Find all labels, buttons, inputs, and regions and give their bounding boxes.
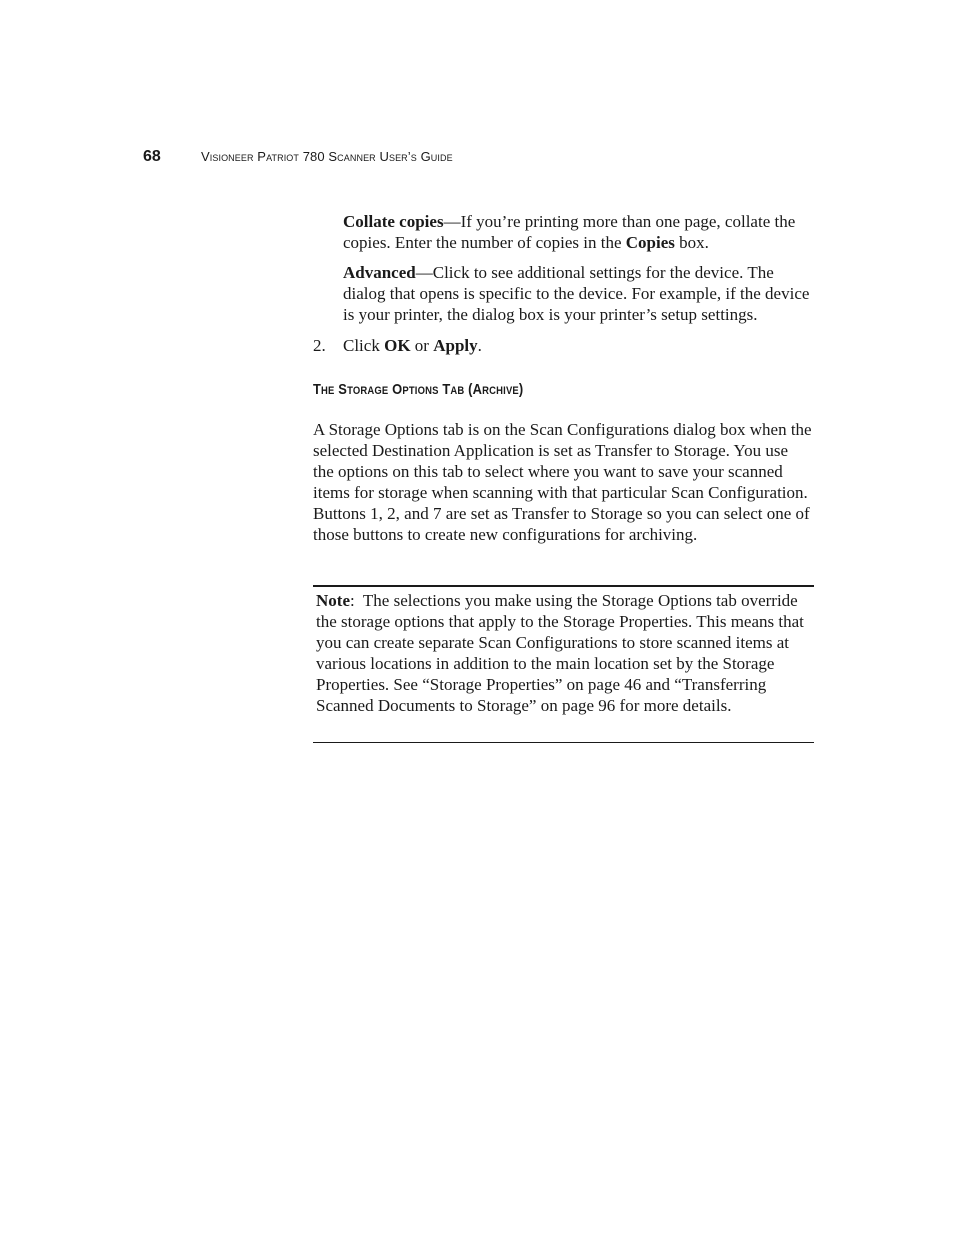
collate-copies-text: —If you’re printing more than one page, collate the copies. Enter the number of copies in the	[343, 212, 796, 252]
ok-term: OK	[384, 336, 411, 355]
step-period: .	[477, 336, 482, 355]
page-number: 68	[143, 148, 161, 165]
note-box	[313, 585, 814, 743]
note-text-block	[316, 590, 806, 716]
step-click-text: Click	[343, 336, 385, 355]
section-body: A Storage Options tab is on the Scan Configurations dialog box when the selected Destination Application is set as Transfer to Storage. You use the options on this tab to select where you want to save your scanned items for storage when scanning with that particular Scan Configuration. Buttons 1, 2, and 7 are set as Transfer to Storage so you can select one of those buttons to create new configurations for archiving.	[313, 420, 812, 544]
section-heading: The Storage Options Tab (Archive)	[313, 381, 524, 398]
note-colon: :	[349, 591, 363, 610]
running-header	[143, 146, 453, 168]
advanced-paragraph	[343, 262, 813, 325]
note-text: The selections you make using the Storage Options tab override the storage options that apply to the Storage Properties. This means that you can create separate Scan Configurations to store scanned items at various locations in addition to the main location set by the Storage Properties. See “Storage Properties” on page 46 and “Transferring Scanned Documents to Storage” on page 96 for more details.	[316, 591, 804, 715]
collate-copies-paragraph	[343, 211, 813, 253]
apply-term: Apply	[433, 336, 478, 355]
book-title: Visioneer Patriot 780 Scanner User’s Guide	[201, 149, 453, 164]
copies-term: Copies	[625, 233, 675, 252]
collate-copies-text-end: box.	[674, 233, 709, 252]
advanced-term: Advanced	[343, 263, 416, 282]
step-or-text: or	[410, 336, 434, 355]
step-2	[313, 335, 813, 356]
step-number: 2.	[313, 336, 326, 355]
collate-copies-term: Collate copies	[343, 212, 444, 231]
note-label: Note	[316, 591, 350, 610]
advanced-text: —Click to see additional settings for the device. The dialog that opens is specific to the device. For example, if the device is your printer, the dialog box is your printer’s setup settings.	[343, 263, 810, 324]
